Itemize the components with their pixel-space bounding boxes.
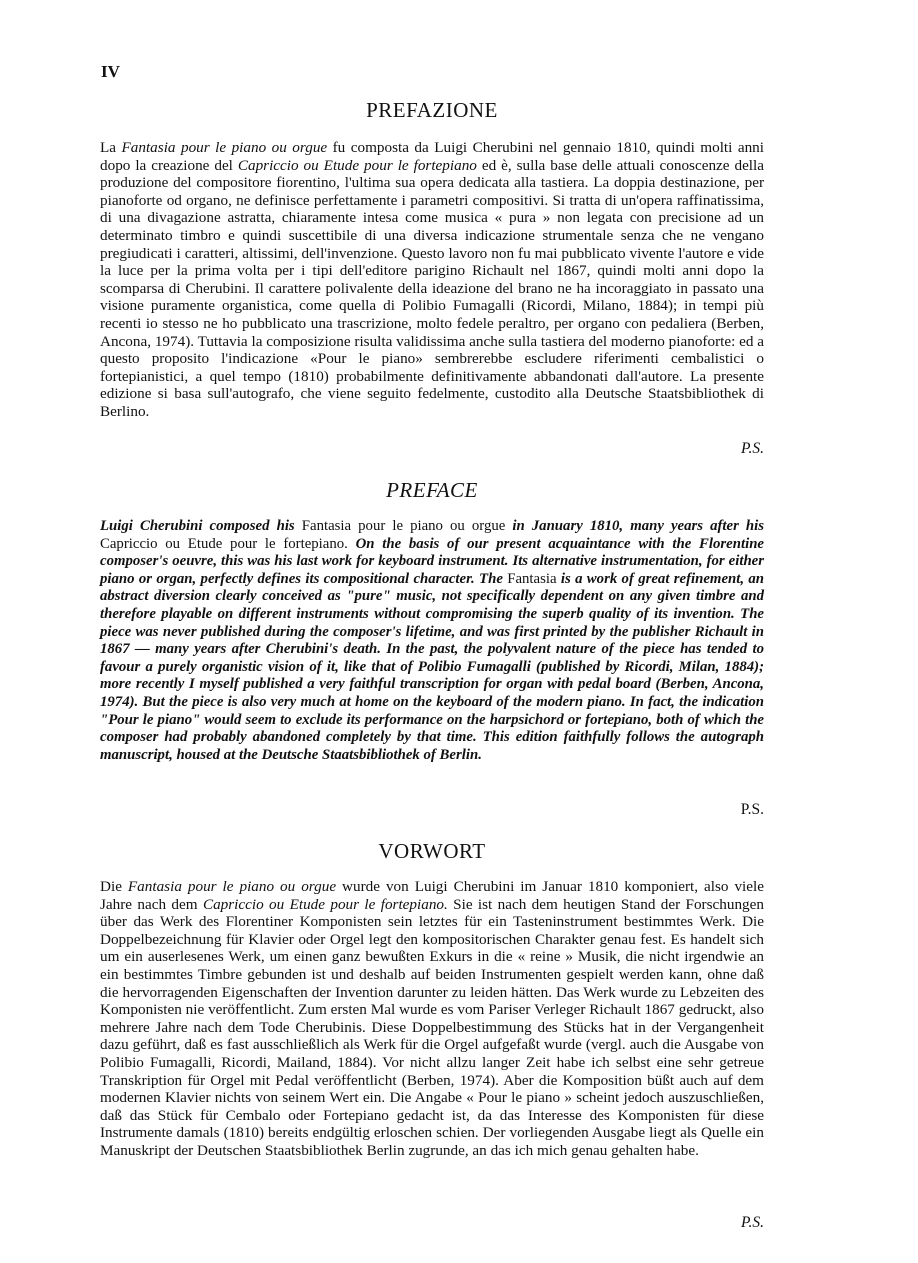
english-work-title-3: Fantasia — [507, 570, 557, 587]
italian-text-2: ed è, sulla base delle attuali conoscenze della produzione del compositore fiorentino, l'ultima sua opera dedicata alla tastiera. La doppia destinazione, per pianoforte od organo, ne definisce perfettamente i parametri compositivi. Si tratta di un'opera raffinatissima, di una divagazione astratta, chiaramente intesa come musica « pura » non legata con precisione ad un determinato timbro e quindi suscettibile di una diversa indicazione strumentale senza che ne vengano pregiudicati i caratteri, altissimi, dell'invenzione. Questo lavoro non fu mai pubblicato vivente l'autore e vide la luce per la prima volta per i tipi dell'editore parigino Richault nel 1867, quindi molti anni dopo la scomparsa di Cherubini. Il carattere polivalente della ideazione del brano ne ha incoraggiato in passato una visione puramente organistica, come quella di Polibio Fumagalli (Ricordi, Milano, 1884); in tempi più recenti io stesso ne ho pubblicato una trascrizione, molto fedele peraltro, per organo con pedaliera (Berben, Ancona, 1974). Tuttavia la composizione risulta validissima anche sulla tastiera del moderno pianoforte: ed a questo proposito l'indicazione «Pour le piano» sembrerebbe escludere riferimenti cembalistici o fortepianistici, a quel tempo (1810) probabilmente definitivamente abbandonati dall'autore. La presente edizione si basa sull'autografo, che viene seguito fedelmente, custodito alla Deutsche Staatsbibliothek di Berlino. — [100, 156, 764, 420]
english-text-1: Luigi Cherubini composed his — [100, 518, 302, 534]
italian-paragraph: La Fantasia pour le piano ou orgue fu composta da Luigi Cherubini nel gennaio 1810, quindi molti anni dopo la creazione del Capriccio ou Etude pour le fortepiano ed è, sulla base delle attuali conoscenze della produzione del compositore fiorentino, l'ultima sua opera dedicata alla tastiera. La doppia destinazione, per pianoforte od organo, ne definisce perfettamente i parametri compositivi. Si tratta di un'opera raffinatissima, di una divagazione astratta, chiaramente intesa come musica « pura » non legata con precisione ad un determinato timbro e quindi suscettibile di una diversa indicazione strumentale senza che ne vengano pregiudicati i caratteri, altissimi, dell'invenzione. Questo lavoro non fu mai pubblicato vivente l'autore e vide la luce per la prima volta per i tipi dell'editore parigino Richault nel 1867, quindi molti anni dopo la scomparsa di Cherubini. Il carattere polivalente della ideazione del brano ne ha incoraggiato in passato una visione puramente organistica, come quella di Polibio Fumagalli (Ricordi, Milano, 1884); in tempi più recenti io stesso ne ho pubblicato una trascrizione, molto fedele peraltro, per organo con pedaliera (Berben, Ancona, 1974). Tuttavia la composizione risulta validissima anche sulla tastiera del moderno pianoforte: ed a questo proposito l'indicazione «Pour le piano» sembrerebbe escludere riferimenti cembalistici o fortepianistici, a quel tempo (1810) probabilmente definitivamente abbandonati dall'autore. La presente edizione si basa sull'autografo, che viene seguito fedelmente, custodito alla Deutsche Staatsbibliothek di Berlino. — [100, 139, 764, 420]
german-heading: VORWORT — [378, 839, 486, 863]
english-work-title-2: Capriccio ou Etude pour le fortepiano. — [100, 535, 348, 552]
italian-work-title-2: Capriccio ou Etude pour le fortepiano — [237, 156, 477, 174]
english-heading: PREFACE — [386, 478, 478, 502]
german-work-title-2: Capriccio ou Etude pour le fortepiano. — [202, 895, 448, 913]
german-work-title-1: Fantasia pour le piano ou orgue — [127, 878, 337, 895]
italian-signature: P.S. — [741, 440, 764, 457]
english-paragraph — [100, 518, 764, 764]
english-text-3: On the basis of our present acquaintance with the Florentine composer's oeuvre, this was his last work for keyboard instrument. Its alternative instrumentation, for either piano or organ, perfectly defines its compositional character. The — [100, 535, 764, 587]
italian-heading: PREFAZIONE — [366, 98, 498, 122]
german-paragraph — [100, 878, 764, 1160]
page-number: IV — [101, 62, 120, 81]
german-text-1: Die — [100, 878, 128, 895]
german-text-2: wurde von Luigi Cherubini im Januar 1810 komponiert, also viele Jahre nach dem — [100, 878, 764, 913]
italian-work-title-1: Fantasia pour le piano ou orgue — [121, 139, 328, 156]
german-text-3: Sie ist nach dem heutigen Stand der Forschungen über das Werk des Florentiner Komponisten sein letztes für ein Tasteninstrument bestimmtes Werk. Die Doppelbezeichnung für Klavier oder Orgel legt den kompositorischen Charakter genau fest. Es handelt sich um ein auserlesenes Werk, um einen ganz bewußten Exkurs in die « reine » Musik, die nicht irgendwie an ein bestimmtes Timbre gebunden ist und deshalb auf beiden Instrumenten gespielt werden kann, ohne daß die hervorragenden Eigenschaften der Invention darunter zu leiden hätten. Das Werk wurde zu Lebzeiten des Komponisten nie veröffentlicht. Zum ersten Mal wurde es vom Pariser Verleger Richault 1867 gedruckt, also mehrere Jahre nach dem Tode Cherubinis. Diese Doppelbestimmung des Stücks hat in der Vergangenheit dazu geführt, daß es fast ausschließlich als Werk für die Orgel aufgefaßt wurde (vergl. auch die Ausgabe von Polibio Fumagalli, Ricordi, Mailand, 1884). Vor nicht allzu langer Zeit habe ich selbst eine sehr getreue Transkription für Orgel mit Pedal veröffentlicht (Berben, 1974). Aber die Komposition büßt auch auf dem modernen Klavier nichts von seinem Wert ein. Die Angabe « Pour le piano » scheint jedoch auszuschließen, daß das Stück für Cembalo oder Fortepiano gedacht ist, da das Interesse des Komponisten für diese Instrumente damals (1810) bereits endgültig erloschen schien. Der vorliegenden Ausgabe liegt als Quelle ein Manuskript der Deutschen Staatsbibliothek Berlin zugrunde, an das ich mich genau gehalten habe. — [100, 895, 764, 1159]
english-text-2: in January 1810, many years after his — [505, 518, 765, 534]
english-text-4: is a work of great refinement, an abstract diversion clearly conceived as "pure" music, not specifically dependent on any given timbre and therefore playable on different instruments without compromising the superb quality of its invention. The piece was never published during the composer's lifetime, and was first printed by the publisher Richault in 1867 — many years after Cherubini's death. In the past, the polyvalent nature of the piece has tended to favour a purely organistic vision of it, like that of Polibio Fumagalli (published by Ricordi, Milan, 1884); more recently I myself published a very faithful transcription for organ with pedal board (Berben, Ancona, 1974). But the piece is also very much at home on the keyboard of the modern piano. In fact, the indication "Pour le piano" would seem to exclude its performance on the harpsichord or fortepiano, both of which the composer had probably abandoned completely by that time. This edition faithfully follows the autograph manuscript, housed at the Deutsche Staatsbibliothek of Berlin. — [100, 570, 765, 763]
german-signature: P.S. — [741, 1214, 764, 1231]
english-signature: P.S. — [740, 801, 764, 818]
italian-text-1: fu composta da Luigi Cherubini nel gennaio 1810, quindi molti anni dopo la creazione del — [100, 139, 764, 174]
english-work-title-1: Fantasia pour le piano ou orgue — [301, 518, 506, 534]
